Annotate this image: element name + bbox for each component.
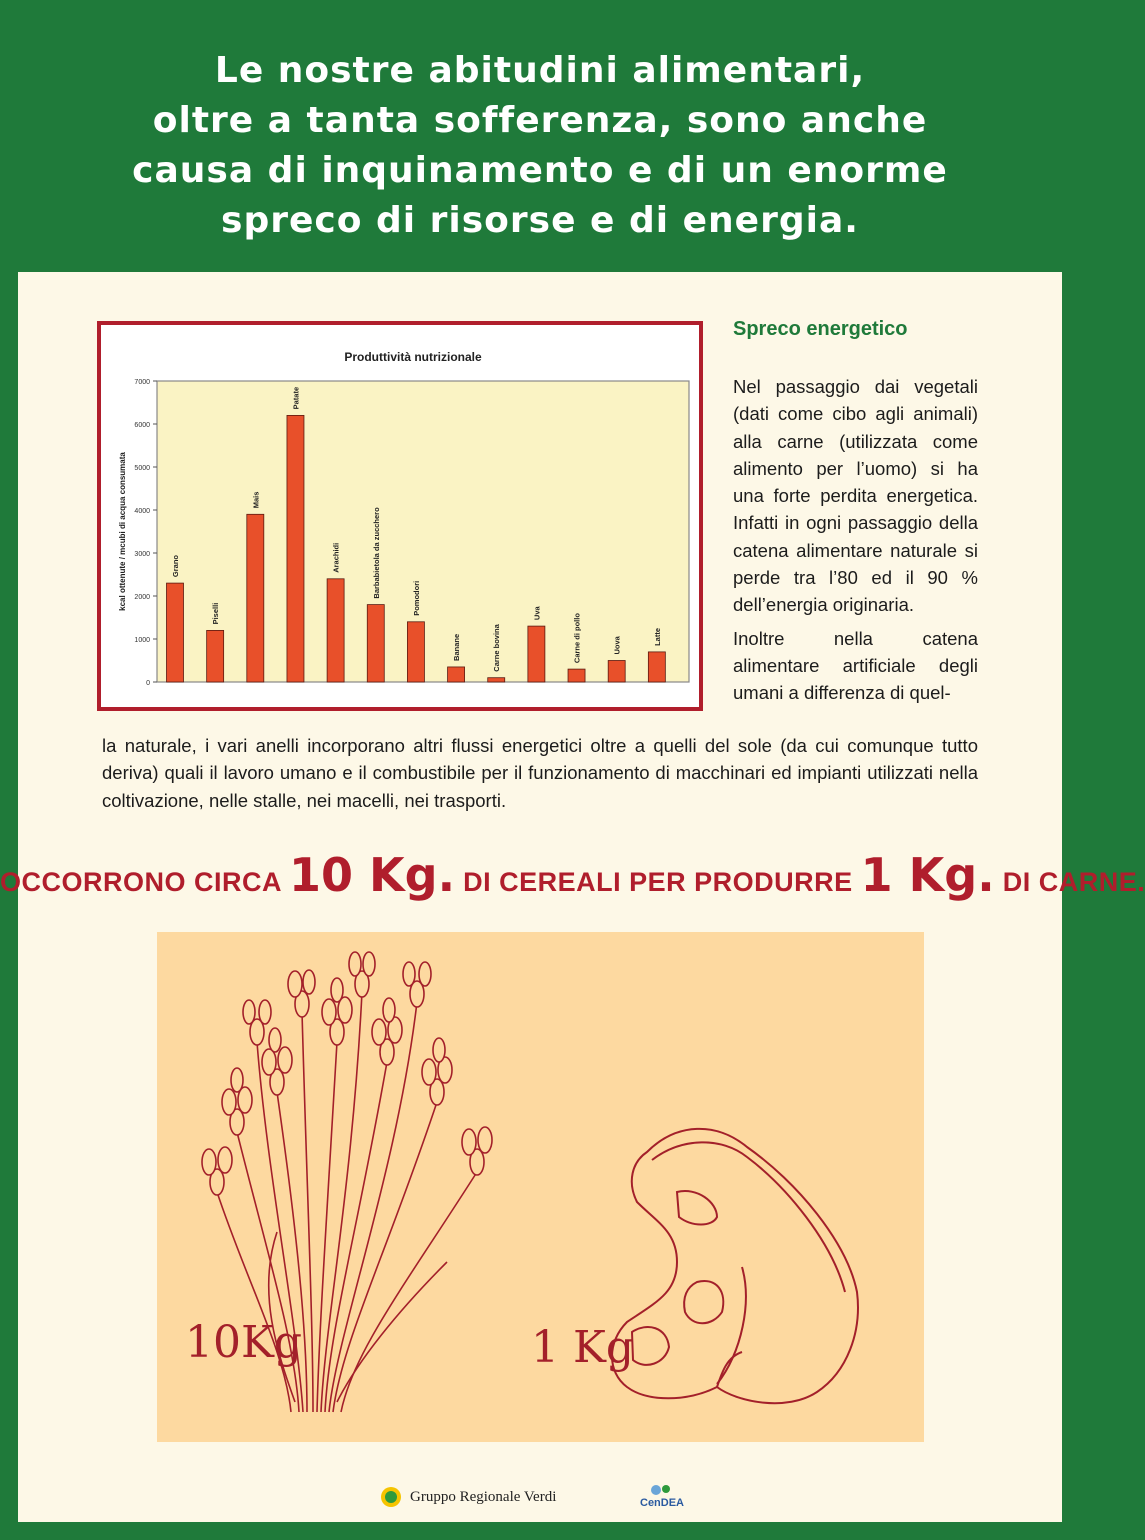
chart-title: Produttività nutrizionale	[344, 350, 482, 364]
y-tick-label: 7000	[134, 379, 150, 386]
bar-category-label: Uova	[612, 636, 622, 655]
chart-bar	[207, 630, 224, 682]
bar-category-label: Latte	[652, 627, 662, 646]
chart-frame	[97, 321, 703, 711]
slogan-part: DI CEREALI PER PRODURRE	[455, 867, 861, 897]
headline-line: oltre a tanta sofferenza, sono anche	[152, 100, 928, 141]
bar-category-label: Carne bovina	[492, 624, 502, 672]
continuation-paragraph: la naturale, i vari anelli incorporano altri flussi energetici oltre a quelli del sole (da cui comunque tutto deriva) quali il lavoro umano e il combustibile per il funzionamento di macchinari ed impianti utilizzati nella coltivazione, nelle stalle, nei macelli, nei trasporti.	[102, 735, 978, 811]
bar-category-label: Arachidi	[331, 542, 341, 573]
headline	[60, 46, 1020, 246]
headline-line: Le nostre abitudini alimentari,	[214, 50, 866, 91]
organization-name: Gruppo Regionale Verdi	[410, 1488, 557, 1505]
chart-bar	[568, 669, 585, 682]
bar-category-label: Uva	[532, 606, 542, 621]
y-tick-label: 4000	[134, 508, 150, 515]
section-title: Spreco energetico	[733, 318, 908, 340]
paragraph: Inoltre nella catena alimentare artificiale degli umani a differenza di quel-	[733, 627, 978, 704]
meat-weight-label: 1 Kg	[531, 1322, 635, 1373]
bar-category-label: Pomodori	[411, 580, 421, 616]
wheat-weight-label: 10Kg	[185, 1317, 303, 1368]
slogan-part: DI CARNE.	[994, 867, 1145, 897]
bar-category-label: Carne di pollo	[572, 613, 582, 664]
chart-bar	[448, 667, 465, 682]
chart-bar	[327, 579, 344, 682]
chart-bar	[407, 622, 424, 682]
side-column-text	[733, 373, 978, 713]
meat-steak-icon	[612, 1129, 858, 1403]
chart-bar	[528, 626, 545, 682]
paragraph: Nel passaggio dai vegetali (dati come cibo agli animali) alla carne (utilizzata come alimento per l’uomo) si ha una forte perdita energetica. Infatti in ogni passaggio della catena alimentare naturale si perde tra l’80 ed il 90 % dell’energia originaria.	[733, 376, 978, 616]
cendea-logo	[636, 1482, 690, 1512]
slogan	[0, 848, 1145, 902]
chart-bar	[167, 583, 184, 682]
bar-category-label: Piselli	[211, 602, 221, 625]
slogan-amount: 10 Kg.	[289, 848, 456, 902]
y-tick-label: 2000	[134, 594, 150, 601]
y-tick-label: 0	[146, 680, 150, 687]
y-axis-label: kcal ottenute / mcubi di acqua consumata	[118, 452, 127, 611]
illustration-panel	[157, 932, 924, 1442]
chart-bar	[287, 415, 304, 682]
illustration	[157, 932, 924, 1442]
footer	[380, 1486, 556, 1508]
header-band	[0, 0, 1080, 272]
y-tick-label: 3000	[134, 551, 150, 558]
bar-category-label: Mais	[251, 491, 261, 509]
bar-chart	[101, 325, 699, 707]
cendea-logo-icon	[636, 1482, 690, 1512]
headline-line: causa di inquinamento e di un enorme	[132, 150, 948, 191]
y-tick-label: 1000	[134, 637, 150, 644]
chart-bar	[367, 605, 384, 682]
bar-category-label: Patate	[291, 386, 301, 410]
sun-logo-icon	[380, 1486, 402, 1508]
slogan-part: OCCORRONO CIRCA	[0, 867, 289, 897]
bar-category-label: Barbabietola da zucchero	[371, 507, 381, 599]
chart-bar	[648, 652, 665, 682]
bar-category-label: Grano	[171, 555, 180, 578]
chart-bar	[488, 678, 505, 682]
slogan-amount: 1 Kg.	[860, 848, 995, 902]
headline-line: spreco di risorse e di energia.	[221, 200, 859, 241]
chart-bar	[608, 661, 625, 683]
y-tick-label: 5000	[134, 465, 150, 472]
bar-category-label: Banane	[452, 633, 462, 661]
y-tick-label: 6000	[134, 422, 150, 429]
cendea-label: CenDEA	[640, 1497, 685, 1509]
chart-bar	[247, 514, 264, 682]
